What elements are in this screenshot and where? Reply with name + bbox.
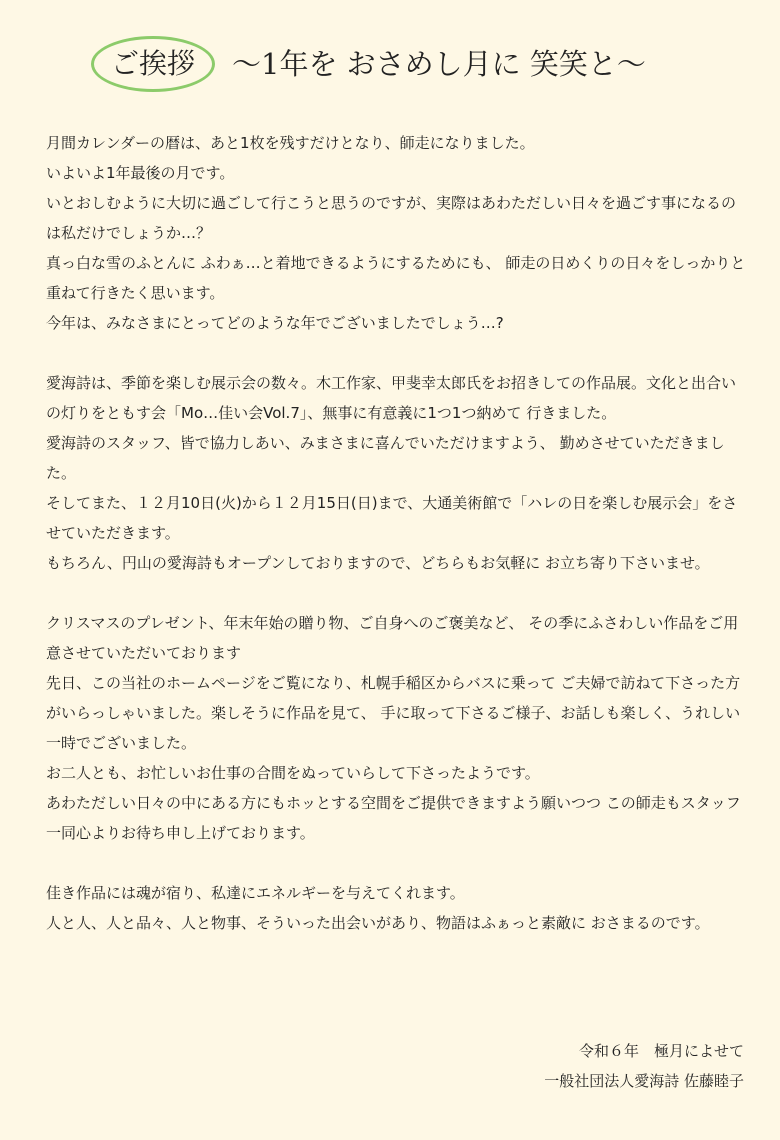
paragraph-line: 愛海詩は、季節を楽しむ展示会の数々。木工作家、甲斐幸太郎氏をお招きしての作品展。文化と出合いの灯りをともす会「Mo…佳い会Vol.7」、無事に有意義に1つ1つ納めて 行きました。: [46, 374, 737, 422]
signature-author: 一般社団法人愛海詩 佐藤睦子: [544, 1072, 744, 1090]
signature-date: 令和６年 極月によせて: [578, 1042, 744, 1060]
signature-block: [544, 1036, 744, 1096]
page-title: ～1年を おさめし月に 笑笑と～: [232, 47, 646, 81]
paragraph-line: 今年は、みなさまにとってどのような年でございましたでしょう…?: [46, 314, 504, 332]
paragraph-line: お二人とも、お忙しいお仕事の合間をぬっていらして下さったようです。: [46, 764, 540, 782]
paragraph-spacer: [46, 578, 746, 608]
paragraph-line: 愛海詩のスタッフ、皆で協力しあい、みまさまに喜んでいただけますよう、 勤めさせていただきました。: [46, 434, 725, 482]
greeting-heading: ご挨拶: [110, 47, 195, 80]
paragraph-line: いとおしむように大切に過ごして行こうと思うのですが、実際はあわただしい日々を過ごす事になるのは私だけでしょうか…？: [46, 194, 737, 242]
page-header: [0, 30, 780, 110]
letter-body: [46, 128, 746, 938]
paragraph-line: 人と人、人と品々、人と物事、そういった出会いがあり、物語はふぁっと素敵に おさまるのです。: [46, 914, 710, 932]
paragraph-line: 佳き作品には魂が宿り、私達にエネルギーを与えてくれます。: [46, 884, 465, 902]
paragraph-line: 先日、この当社のホームページをご覧になり、札幌手稲区からバスに乗って ご夫婦で訪ねて下さった方がいらっしゃいました。楽しそうに作品を見て、 手に取って下さるご様子、お話しも楽しく、うれしい一時でございました。: [46, 674, 741, 752]
paragraph-line: もちろん、円山の愛海詩もオープンしておりますので、どちらもお気軽に お立ち寄り下さいませ。: [46, 554, 710, 572]
paragraph-line: そしてまた、１２月10日(火)から１２月15日(日)まで、大通美術館で「ハレの日を楽しむ展示会」をさせていただきます。: [46, 494, 738, 542]
paragraph-spacer: [46, 338, 746, 368]
paragraph-line: 月間カレンダーの暦は、あと1枚を残すだけとなり、師走になりました。: [46, 134, 535, 152]
paragraph-line: 真っ白な雪のふとんに ふわぁ…と着地できるようにするためにも、 師走の日めくりの日々をしっかりと重ねて行きたく思います。: [46, 254, 746, 302]
paragraph-spacer: [46, 848, 746, 878]
paragraph-line: クリスマスのプレゼント、年末年始の贈り物、ご自身へのご褒美など、 その季にふさわしい作品をご用意させていただいております: [46, 614, 739, 662]
paragraph-line: あわただしい日々の中にある方にもホッとする空間をご提供できますよう願いつつ この師走もスタッフ一同心よりお待ち申し上げております。: [46, 794, 741, 842]
paragraph-line: いよいよ1年最後の月です。: [46, 164, 235, 182]
